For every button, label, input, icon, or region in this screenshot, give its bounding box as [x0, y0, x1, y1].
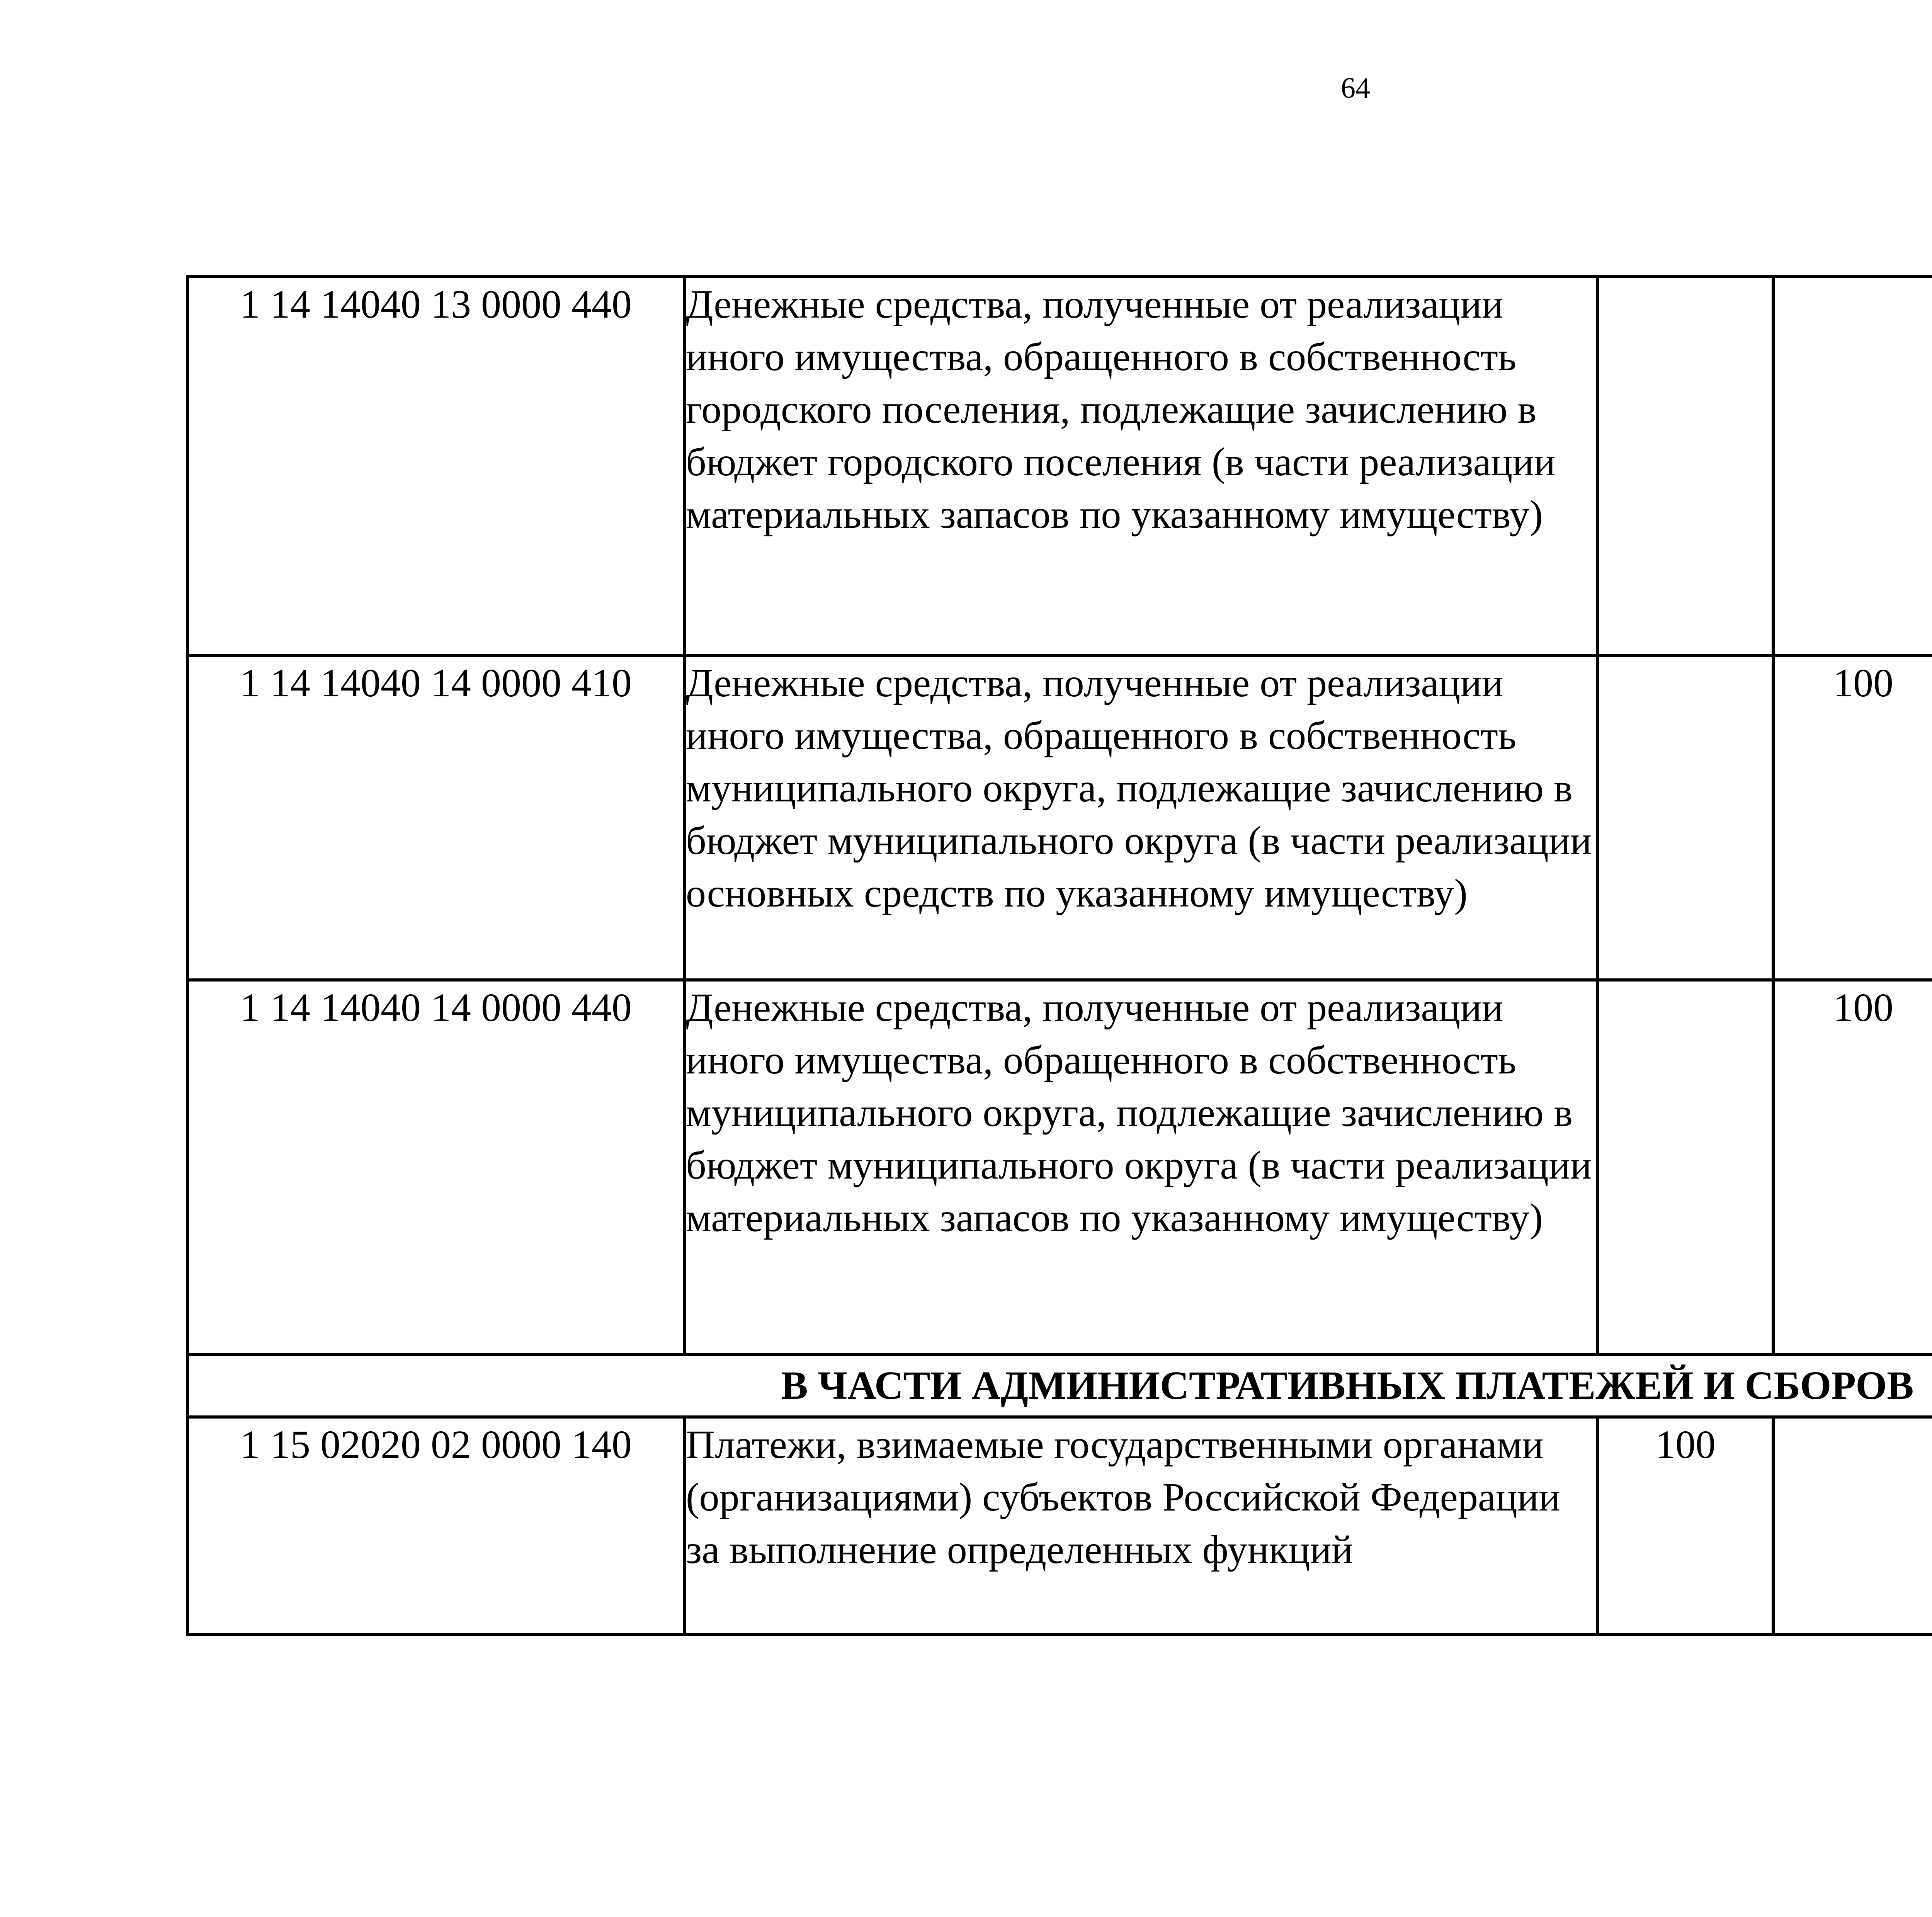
value-cell [1773, 277, 1932, 655]
table-row [187, 1417, 1932, 1635]
value-cell [1773, 1417, 1932, 1635]
revenue-code-cell: 1 14 14040 13 0000 440 [187, 277, 684, 655]
value-cell [1598, 655, 1773, 980]
revenue-distribution-table [186, 275, 1932, 1636]
value-cell: 100 [1773, 980, 1932, 1354]
table-row [187, 980, 1932, 1354]
value-cell [1598, 980, 1773, 1354]
revenue-code-cell: 1 15 02020 02 0000 140 [187, 1417, 684, 1635]
table-row [187, 655, 1932, 980]
page-number: 64 [1341, 72, 1370, 104]
section-title: В ЧАСТИ АДМИНИСТРАТИВНЫХ ПЛАТЕЖЕЙ И СБОРОВ [187, 1354, 1932, 1417]
revenue-description-cell: Денежные средства, полученные от реализации иного имущества, обращенного в собственность городского поселения, подлежащие зачислению в бюджет городского поселения (в части реализации материальных запасов по указанному имуществу) [684, 277, 1598, 655]
value-cell: 100 [1773, 655, 1932, 980]
value-cell: 100 [1598, 1417, 1773, 1635]
revenue-code-cell: 1 14 14040 14 0000 410 [187, 655, 684, 980]
revenue-description-cell: Денежные средства, полученные от реализации иного имущества, обращенного в собственность муниципального округа, подлежащие зачислению в бюджет муниципального округа (в части реализации основных средств по указанному имуществу) [684, 655, 1598, 980]
revenue-description-cell: Денежные средства, полученные от реализации иного имущества, обращенного в собственность муниципального округа, подлежащие зачислению в бюджет муниципального округа (в части реализации материальных запасов по указанному имуществу) [684, 980, 1598, 1354]
revenue-code-cell: 1 14 14040 14 0000 440 [187, 980, 684, 1354]
table-row [187, 277, 1932, 655]
section-header-row [187, 1354, 1932, 1417]
revenue-description-cell: Платежи, взимаемые государственными органами (организациями) субъектов Российской Федерации за выполнение определенных функций [684, 1417, 1598, 1635]
value-cell [1598, 277, 1773, 655]
